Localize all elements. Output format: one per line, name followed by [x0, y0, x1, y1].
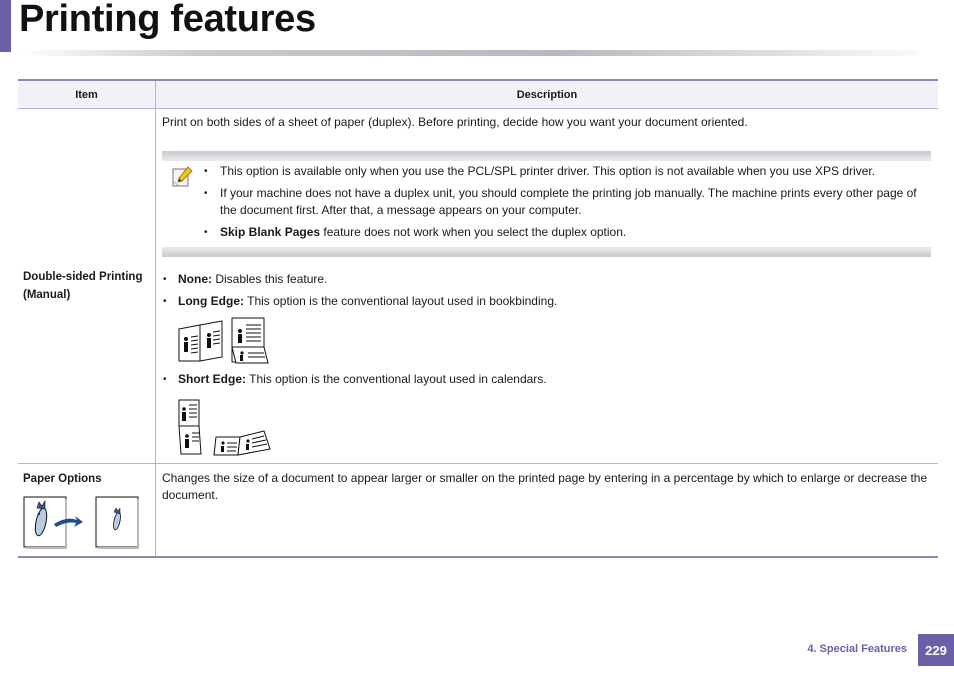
- page-title: Printing features: [19, 0, 316, 40]
- table-row-paper-options: [18, 464, 938, 556]
- note-item: • Skip Blank Pages feature does not work when you select the duplex option.: [202, 224, 932, 241]
- page-number: 229: [918, 634, 954, 666]
- option-long-edge: • Long Edge: This option is the conventional layout used in bookbinding.: [162, 293, 922, 310]
- note-item: • This option is available only when you use the PCL/SPL printer driver. This option is not available when you use XPS driver.: [202, 163, 932, 180]
- table-header-row: [18, 81, 938, 109]
- paper-options-description: Changes the size of a document to appear larger or smaller on the printed page by entering in a percentage by which to enlarge or decrease the document.: [162, 471, 928, 502]
- scale-down-icon: [23, 496, 143, 550]
- item-label-duplex: Double-sided Printing (Manual): [23, 271, 143, 301]
- long-edge-layout-icon: [178, 317, 270, 365]
- item-label-paper-options: Paper Options: [23, 473, 102, 485]
- title-underline: [19, 50, 919, 56]
- description-cell-paper-options: [156, 464, 938, 556]
- header-description: Description: [516, 88, 578, 101]
- description-cell-duplex: [156, 109, 938, 463]
- title-accent-bar: [0, 0, 11, 52]
- option-short-edge: • Short Edge: This option is the conventional layout used in calendars.: [162, 371, 922, 388]
- note-pencil-icon: [171, 165, 193, 189]
- table-row-duplex: [18, 109, 938, 464]
- note-box: [162, 151, 931, 257]
- option-none: • None: Disables this feature.: [162, 271, 922, 288]
- header-item: Item: [18, 81, 156, 108]
- duplex-intro: Print on both sides of a sheet of paper (duplex). Before printing, decide how you want your document oriented.: [162, 115, 748, 129]
- note-list: [202, 163, 932, 246]
- short-edge-layout-icon: [178, 399, 272, 457]
- features-table: [18, 79, 938, 558]
- item-cell-duplex: [18, 109, 156, 463]
- duplex-options-list-b: [162, 371, 922, 388]
- footer-chapter: 4. Special Features: [807, 643, 907, 655]
- note-item: • If your machine does not have a duplex unit, you should complete the printing job manually. The machine prints every other page of the document first. After that, a message appears on your computer.: [202, 185, 932, 219]
- duplex-options-list-a: [162, 271, 922, 310]
- item-cell-paper-options: [18, 464, 156, 556]
